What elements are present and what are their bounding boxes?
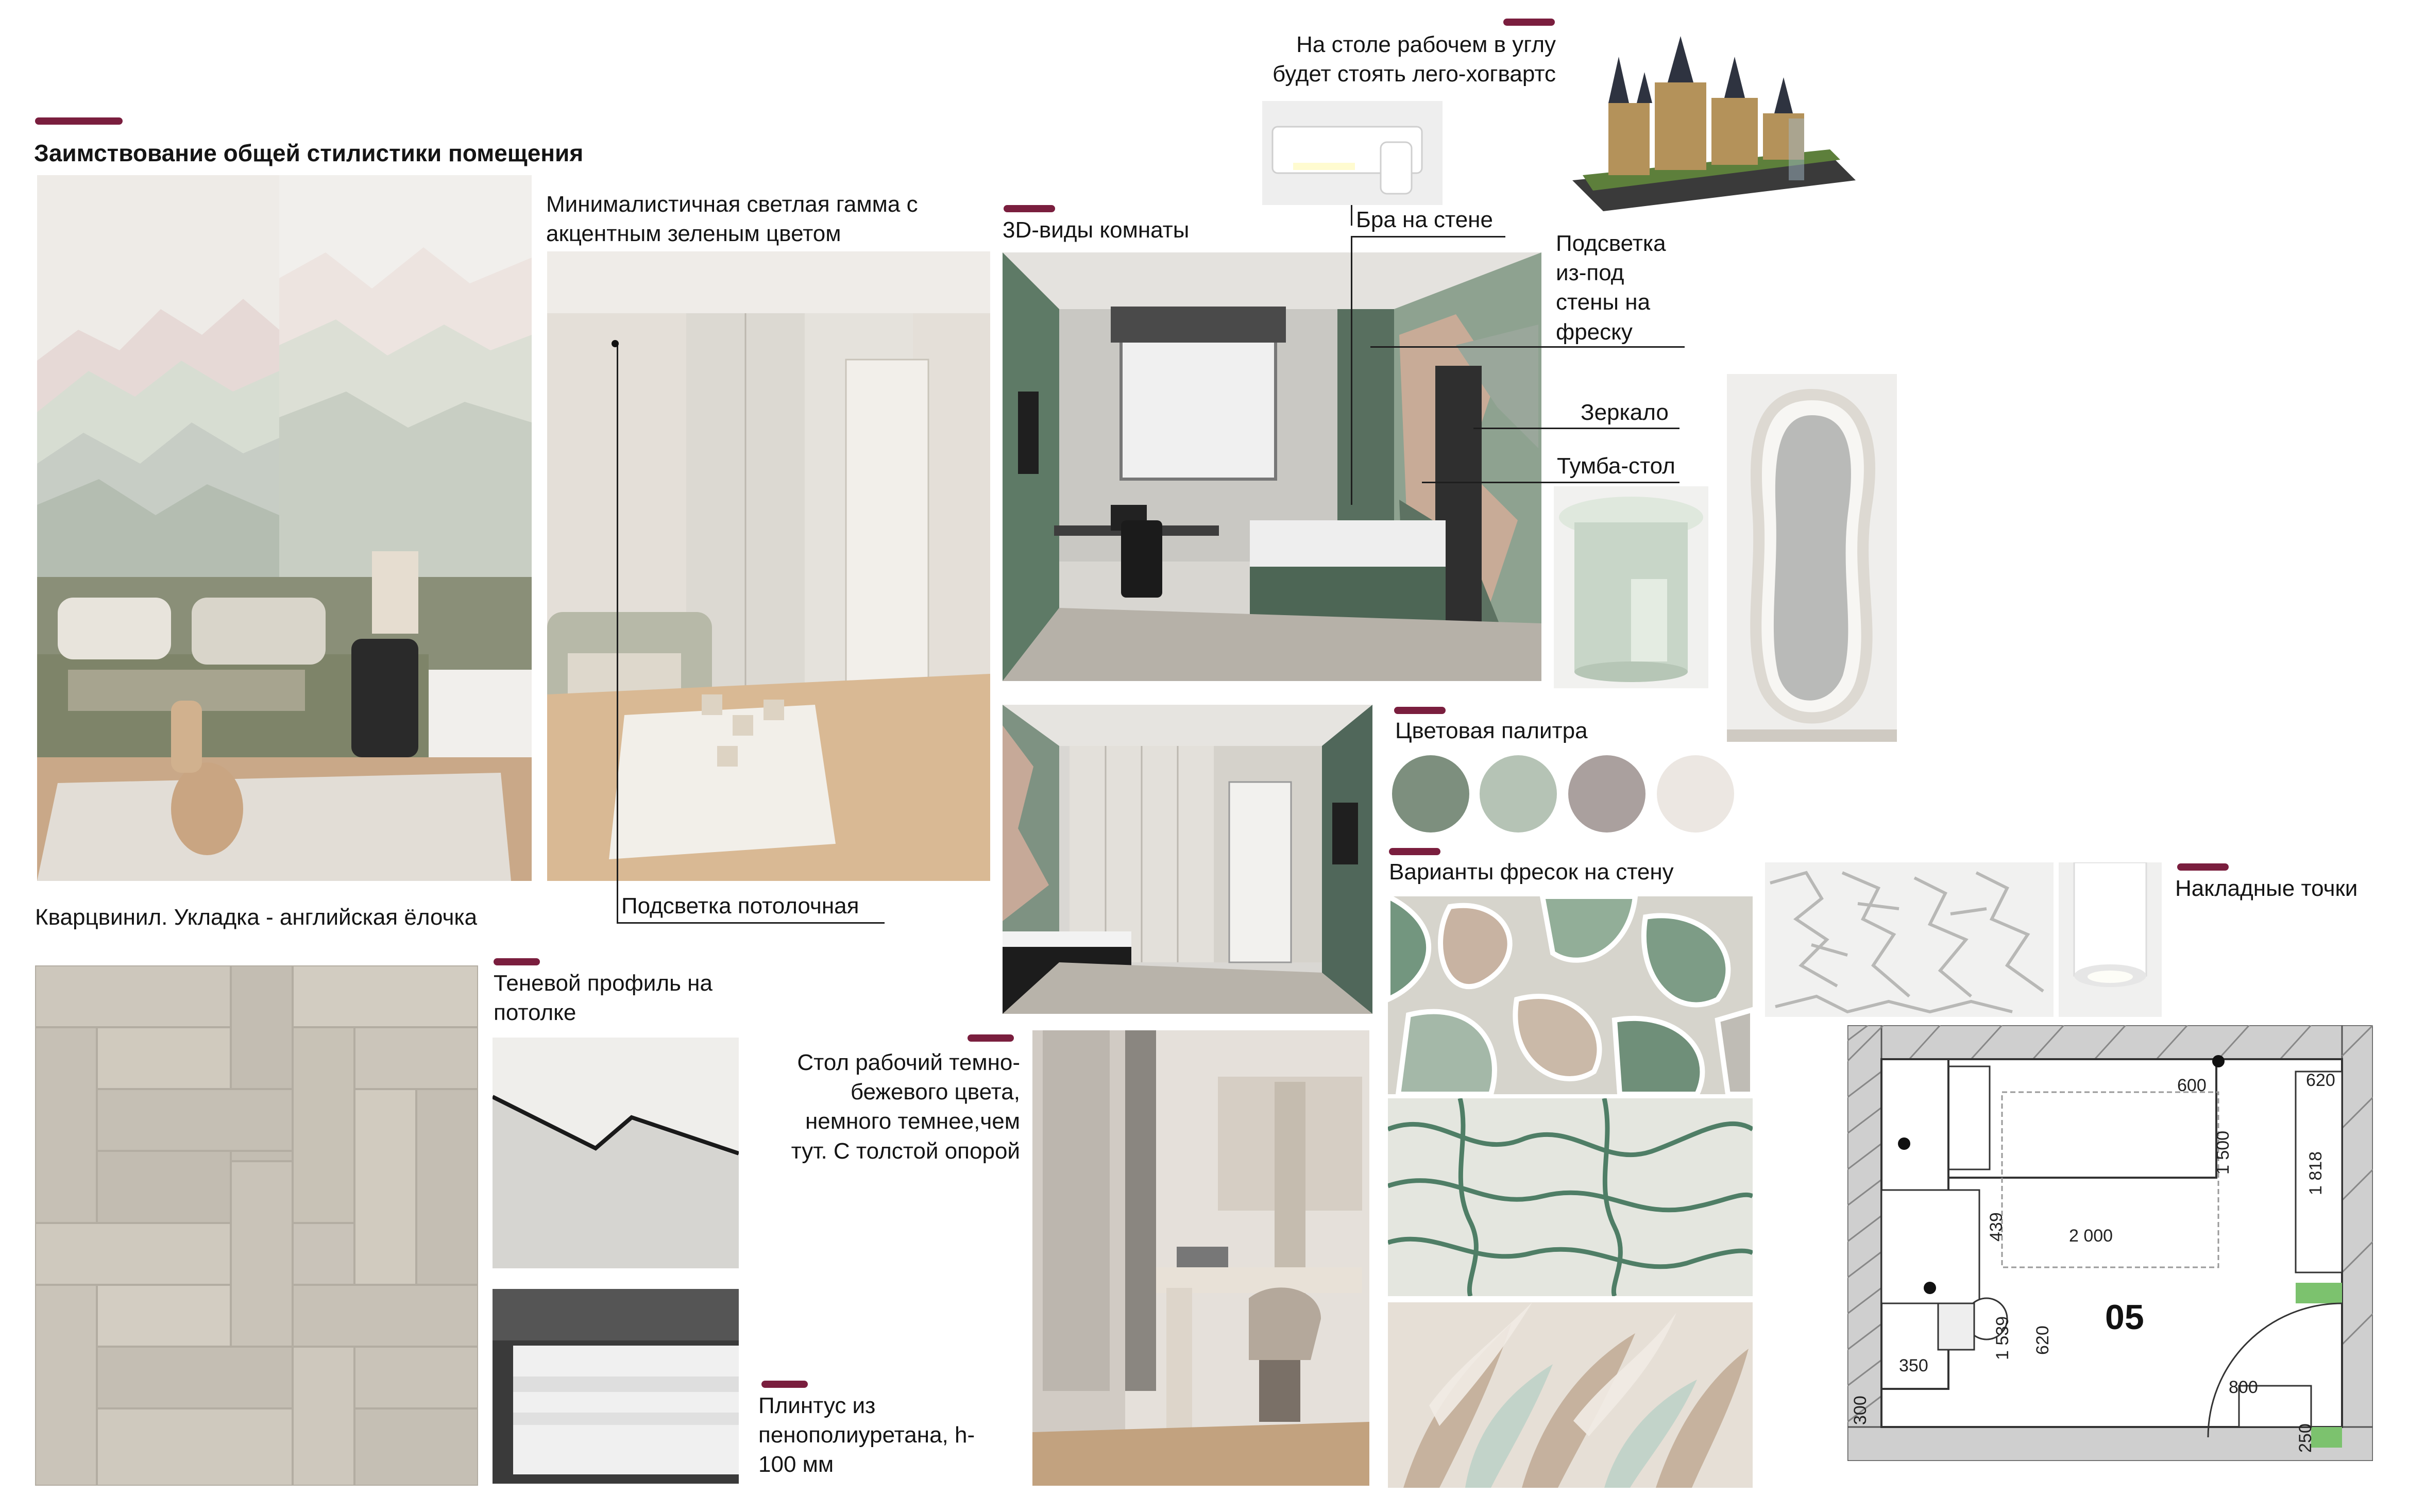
- plan-dim-620: 620: [2306, 1071, 2335, 1090]
- accent-bar: [2177, 863, 2229, 871]
- spot-lights-caption: Накладные точки: [2175, 876, 2358, 901]
- lego-hogwarts-photo: [1562, 26, 1861, 217]
- bedroom-mountain-render: [37, 175, 532, 881]
- desk-render: [1032, 1030, 1369, 1486]
- sconce-underline: [1351, 236, 1505, 237]
- floor-plan: [1847, 1025, 2373, 1461]
- ceiling-light-marker: [612, 340, 619, 347]
- plan-dim-2000: 2 000: [2069, 1226, 2113, 1246]
- mirror-caption: Зеркало: [1581, 400, 1669, 425]
- accent-bar: [1004, 205, 1055, 212]
- plan-dim-439: 439: [1987, 1212, 2006, 1242]
- wall-backlight-caption: Подсветка из-под стены на фреску: [1556, 231, 1666, 345]
- 3d-view-wardrobe: [1003, 705, 1372, 1014]
- spot-light-photo: [2059, 862, 2162, 1017]
- herringbone-floor-photo: [35, 965, 478, 1486]
- color-palette-caption: Цветовая палитра: [1395, 718, 1588, 743]
- 3d-view-bedroom: [1003, 252, 1541, 681]
- plan-dim-1500: 1 500: [2213, 1130, 2233, 1175]
- mirror-underline: [1473, 428, 1679, 429]
- accent-bar: [761, 1381, 808, 1388]
- sconce-leader-v: [1351, 237, 1352, 505]
- floor-caption: Кварцвинил. Укладка - английская ёлочка: [35, 905, 478, 930]
- minimal-palette-caption: Минималистичная светлая гамма с акцентным зеленым цветом: [546, 192, 918, 247]
- fresco-variant-1: [1388, 896, 1753, 1094]
- fresco-variant-3: [1388, 1302, 1753, 1488]
- sconce-caption: Бра на стене: [1356, 207, 1493, 232]
- sconce-photo: [1262, 101, 1443, 205]
- accent-bar: [1389, 848, 1440, 855]
- mirror-photo: [1727, 374, 1897, 742]
- palette-swatch: [1568, 755, 1645, 833]
- plan-dim-1818: 1 818: [2306, 1151, 2326, 1195]
- nightstand-photo: [1554, 486, 1708, 688]
- lego-note-caption: На столе рабочем в углу будет стоять лего-хогвартс: [1273, 32, 1556, 87]
- accent-bar: [968, 1034, 1014, 1042]
- ceiling-light-underline: [617, 922, 885, 924]
- plan-dim-600: 600: [2177, 1076, 2207, 1095]
- accent-bar: [1394, 707, 1446, 714]
- wall-backlight-underline: [1370, 346, 1685, 348]
- plan-dim-620b: 620: [2033, 1326, 2052, 1355]
- style-title: Заимствование общей стилистики помещения: [34, 140, 584, 166]
- accent-bar: [1503, 19, 1555, 26]
- shadow-profile-caption: Теневой профиль на потолке: [494, 971, 712, 1026]
- palette-swatch: [1392, 755, 1469, 833]
- accent-bar: [35, 117, 123, 125]
- palette-swatch: [1657, 755, 1734, 833]
- nightstand-underline: [1422, 482, 1679, 483]
- fresco-variant-2: [1388, 1098, 1753, 1296]
- sconce-leader: [1351, 205, 1352, 226]
- plan-dim-1539: 1 539: [1993, 1316, 2012, 1360]
- nightstand-caption: Тумба-стол: [1557, 453, 1675, 479]
- plan-dim-250: 250: [2296, 1423, 2315, 1453]
- skirting-caption: Плинтус из пенополиуретана, h-100 мм: [758, 1393, 975, 1477]
- 3d-views-caption: 3D-виды комнаты: [1003, 217, 1190, 243]
- plan-dim-300: 300: [1851, 1396, 1870, 1425]
- accent-bar: [494, 958, 540, 965]
- palette-swatch: [1480, 755, 1557, 833]
- plan-dim-800: 800: [2229, 1378, 2258, 1397]
- ceiling-light-leader: [617, 345, 618, 922]
- plan-dim-350: 350: [1899, 1356, 1928, 1375]
- fresco-variants-caption: Варианты фресок на стену: [1389, 859, 1674, 885]
- skirting-photo: [493, 1289, 739, 1484]
- desk-note-caption: Стол рабочий темно-бежевого цвета, немного темнее,чем тут. С толстой опорой: [791, 1050, 1020, 1164]
- ceiling-light-caption: Подсветка потолочная: [621, 893, 859, 919]
- shadow-profile-photo: [493, 1038, 739, 1268]
- fresco-line-pattern: [1765, 862, 2054, 1017]
- plan-room-number: 05: [2105, 1298, 2144, 1337]
